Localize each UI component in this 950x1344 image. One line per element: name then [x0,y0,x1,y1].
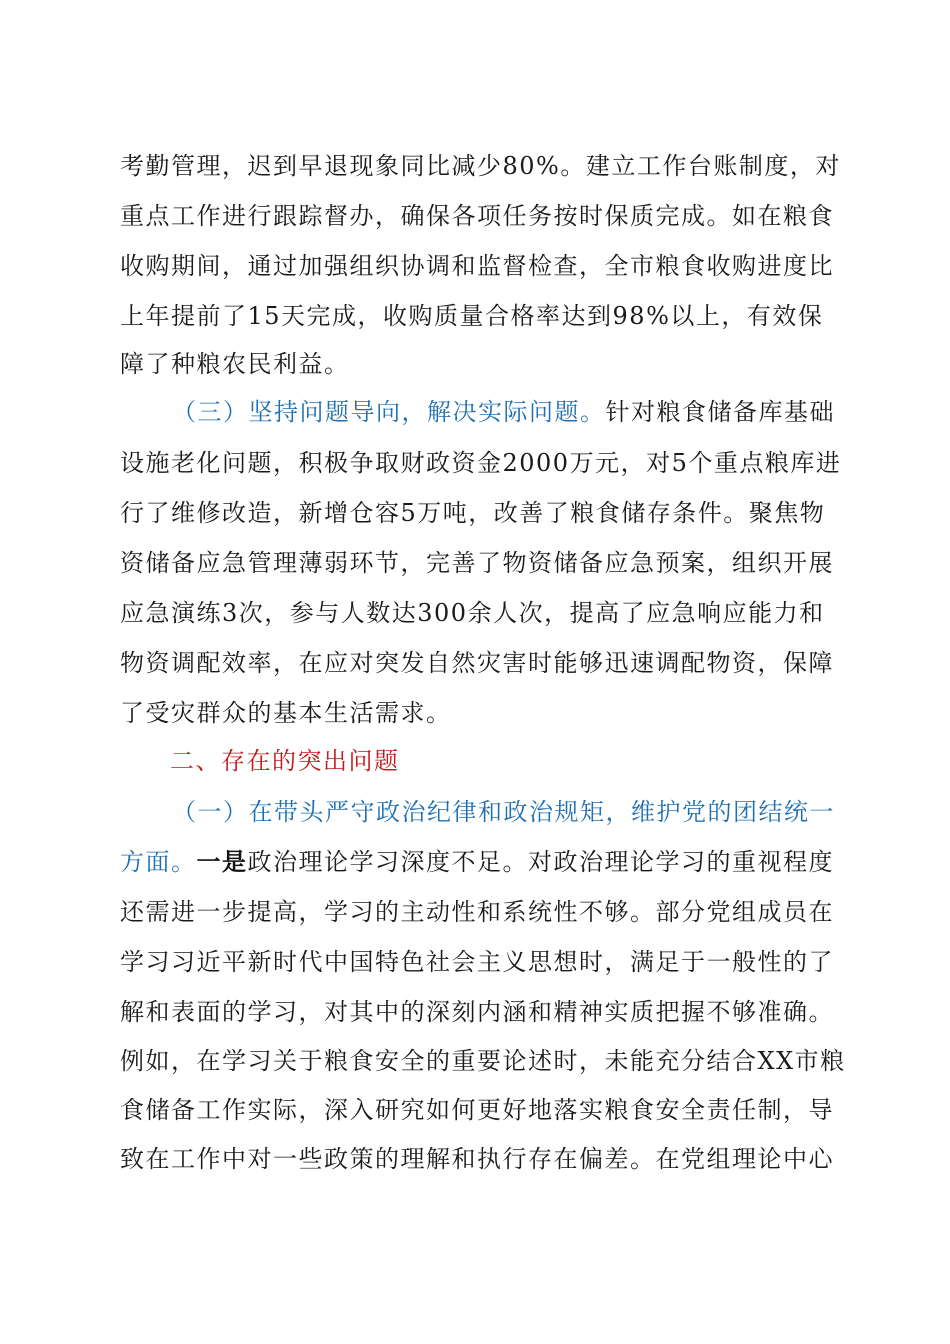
paragraph-line: 设施老化问题，积极争取财政资金2000万元，对5个重点粮库进 [120,449,842,477]
paragraph-line: 应急演练3次，参与人数达300余人次，提高了应急响应能力和 [120,599,825,627]
paragraph-line: 食储备工作实际，深入研究如何更好地落实粮食安全责任制，导 [120,1096,834,1124]
subheading-line [120,847,834,877]
paragraph-line: 行了维修改造，新增仓容5万吨，改善了粮食储存条件。聚焦物 [120,499,826,527]
paragraph-line: 解和表面的学习，对其中的深刻内涵和精神实质把握不够准确。 [120,998,834,1026]
paragraph-line: 障了种粮农民利益。 [120,350,350,378]
point-one-text: 政治理论学习深度不足。对政治理论学习的重视程度 [247,848,834,876]
subsection-3-text: 针对粮食储备库基础 [605,398,835,426]
point-one-label: 一是 [196,847,248,876]
subsection-3-heading: （三）坚持问题导向，解决实际问题。 [172,398,606,426]
paragraph-line: 了受灾群众的基本生活需求。 [120,699,452,727]
paragraph-line: 物资调配效率，在应对突发自然灾害时能够迅速调配物资，保障 [120,649,834,677]
paragraph-line: 例如，在学习关于粮食安全的重要论述时，未能充分结合XX市粮 [120,1047,846,1075]
paragraph-line: 收购期间，通过加强组织协调和监督检查，全市粮食收购进度比 [120,252,834,280]
subheading-line [172,397,872,427]
subsection-1-heading: （一）在带头严守政治纪律和政治规矩，维护党的团结统一 [172,798,835,826]
paragraph-line: 上年提前了15天完成，收购质量合格率达到98%以上，有效保 [120,302,824,330]
paragraph-line: 考勤管理，迟到早退现象同比减少80%。建立工作台账制度，对 [120,152,841,180]
paragraph-line: 资储备应急管理薄弱环节，完善了物资储备应急预案，组织开展 [120,549,834,577]
paragraph-line: 还需进一步提高，学习的主动性和系统性不够。部分党组成员在 [120,898,834,926]
subsection-1-heading-end: 方面。 [120,848,197,876]
section-2-heading: 二、存在的突出问题 [170,747,400,775]
paragraph-line: 重点工作进行跟踪督办，确保各项任务按时保质完成。如在粮食 [120,202,834,230]
paragraph-line: 学习习近平新时代中国特色社会主义思想时，满足于一般性的了 [120,948,834,976]
paragraph-line: 致在工作中对一些政策的理解和执行存在偏差。在党组理论中心 [120,1145,834,1173]
